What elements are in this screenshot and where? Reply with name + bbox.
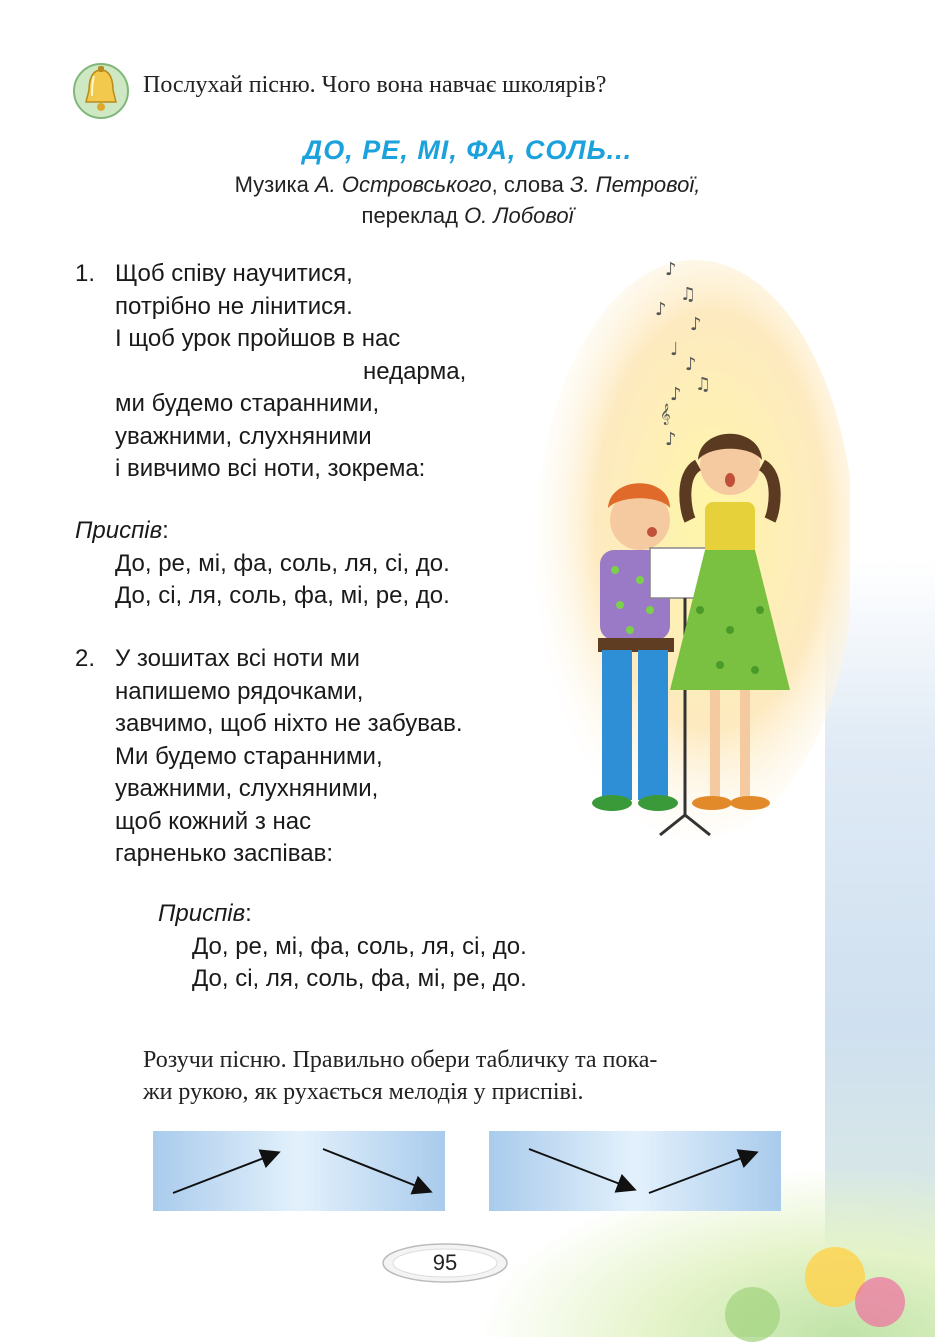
verse-line: щоб кожний з нас	[115, 807, 312, 835]
svg-text:♫: ♫	[680, 284, 697, 305]
song-credits	[0, 172, 935, 198]
verse-line: недарма,	[363, 357, 467, 385]
chorus-label: Приспів	[75, 517, 163, 544]
svg-text:♪: ♪	[655, 299, 667, 320]
svg-text:♪: ♪	[690, 314, 702, 335]
task-line: жи рукою, як рухається мелодія у приспіві.	[143, 1079, 584, 1105]
chorus-colon: :	[245, 900, 252, 927]
svg-text:♪: ♪	[665, 259, 677, 280]
translator: О. Лобової	[464, 203, 574, 228]
verse-number: 1.	[75, 260, 96, 287]
verse-line: Ми будемо старанними,	[115, 742, 383, 770]
chorus-2	[158, 898, 527, 996]
chorus-colon: :	[162, 517, 169, 544]
verse-line: гарненько заспівав:	[115, 840, 333, 867]
melody-card-down-up[interactable]	[489, 1131, 781, 1211]
svg-text:𝄞: 𝄞	[660, 404, 671, 425]
verse-line: У зошитах всі ноти ми	[115, 645, 360, 672]
learn-song-task	[143, 1044, 823, 1108]
chorus-line: До, сі, ля, соль, фа, мі, ре, до.	[115, 582, 450, 609]
verse-line: напишемо рядочками,	[115, 677, 364, 705]
verse-line: Щоб співу научитися,	[115, 260, 353, 287]
verse-line: ми будемо старанними,	[115, 390, 380, 417]
chorus-1	[75, 515, 450, 613]
lyrics-prefix: , слова	[491, 172, 564, 197]
arrow-up-right-icon	[649, 1153, 755, 1193]
melody-card-up-down[interactable]	[153, 1131, 445, 1211]
verse-line: уважними, слухняними,	[115, 775, 379, 802]
arrow-down-right-icon	[529, 1149, 633, 1189]
task-line: Розучи пісню. Правильно обери табличку та пока-	[143, 1047, 658, 1073]
verse-number: 2.	[75, 645, 96, 672]
listen-task: Послухай пісню. Чого вона навчає школярів?	[143, 72, 607, 98]
svg-text:♪: ♪	[665, 429, 677, 450]
bell-icon	[72, 62, 130, 120]
verse-line: уважними, слухняними	[115, 422, 372, 450]
verse-line: завчимо, щоб ніхто не забував.	[115, 710, 463, 737]
chorus-line: До, ре, мі, фа, соль, ля, сі, до.	[192, 932, 527, 960]
svg-text:♪: ♪	[670, 384, 682, 405]
lyricist: З. Петрової,	[569, 172, 701, 197]
song-title: ДО, РЕ, МІ, ФА, СОЛЬ...	[302, 135, 633, 165]
chorus-label: Приспів	[158, 900, 246, 927]
svg-text:♩: ♩	[670, 339, 679, 360]
composer: А. Островського	[315, 172, 492, 197]
song-translation	[0, 203, 935, 229]
verse-line: і вивчимо всі ноти, зокрема:	[115, 455, 426, 482]
page-number-badge	[380, 1241, 510, 1285]
translation-prefix: переклад	[361, 203, 458, 228]
music-prefix: Музика	[234, 172, 309, 197]
chorus-line: До, сі, ля, соль, фа, мі, ре, до.	[192, 965, 527, 992]
chorus-line: До, ре, мі, фа, соль, ля, сі, до.	[115, 549, 450, 577]
arrow-down-right-icon	[323, 1149, 429, 1191]
svg-text:♪: ♪	[685, 354, 697, 375]
verse-line: потрібно не лінитися.	[115, 292, 353, 320]
svg-text:♫: ♫	[695, 374, 712, 395]
singing-children-illustration	[520, 250, 850, 840]
page-number: 95	[432, 1250, 458, 1275]
arrow-up-right-icon	[173, 1153, 277, 1193]
verse-line: І щоб урок пройшов в нас	[115, 325, 401, 352]
